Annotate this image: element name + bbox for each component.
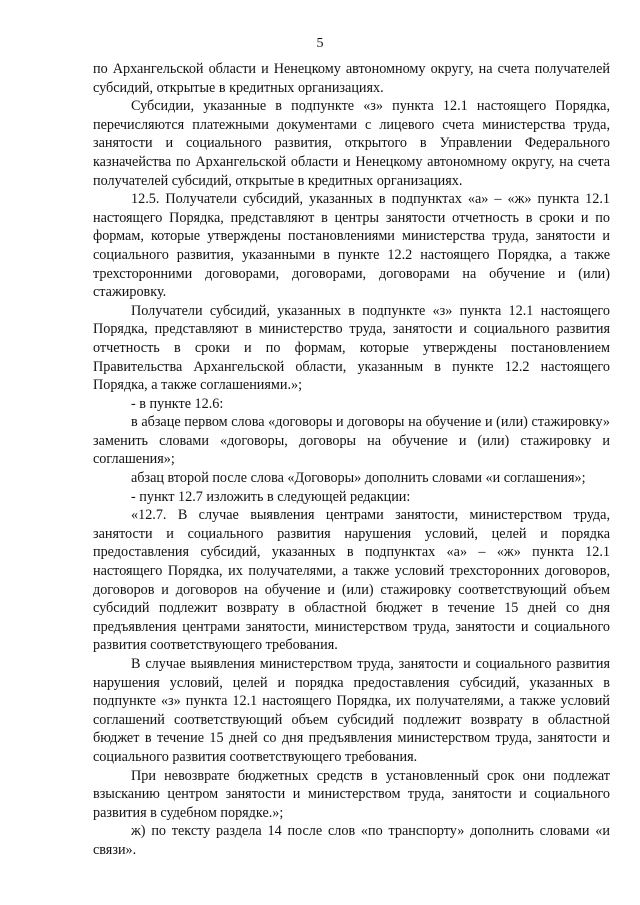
- paragraph: При невозврате бюджетных средств в установленный срок они подлежат взысканию центром занятости и министерством труда, занятости и социального развития в судебном порядке.»;: [93, 767, 610, 821]
- paragraph: Субсидии, указанные в подпункте «з» пункта 12.1 настоящего Порядка, перечисляются платежными документами с лицевого счета министерства труда, занятости и социального развития, открытого в Управлении Федерального казначейства по Архангельской области и Ненецкому автономному округу, на счета получателей субсидий, открытые в кредитных организациях.: [93, 98, 610, 189]
- paragraph: 12.5. Получатели субсидий, указанных в подпунктах «а» – «ж» пункта 12.1 настоящего Порядка, представляют в центры занятости отчетность в сроки и по формам, которые утверждены постановлениями министерства труда, занятости и социального развития, указанными в пункте 12.2 настоящего Порядка, а также трехсторонними договорами, договорами, договорами на обучение и (или) стажировку.: [93, 191, 610, 301]
- paragraph: «12.7. В случае выявления центрами занятости, министерством труда, занятости и социального развития нарушения условий, целей и порядка предоставления субсидий, указанных в подпунктах «а» – «ж» пункта 12.1 настоящего Порядка, их получателями, а также условий трехсторонних договоров, договоров и договоров на обучение и (или) стажировку соответствующий объем субсидий подлежит возврату в областной бюджет в течение 15 дней со дня предъявления центрами занятости, министерством труда, занятости и социального развития соответствующего требования.: [93, 507, 610, 654]
- paragraph: абзац второй после слова «Договоры» дополнить словами «и соглашения»;: [131, 470, 586, 487]
- page-number: 5: [316, 36, 324, 51]
- document-body: [93, 60, 610, 860]
- paragraph: В случае выявления министерством труда, занятости и социального развития нарушения условий, целей и порядка предоставления субсидий, указанных в подпункте «з» пункта 12.1 настоящего Порядка, их получателями, а также условий соглашений соответствующий объем субсидий подлежит возврату в областной бюджет в течение 15 дней со дня предъявления министерством труда, занятости и социального развития соответствующего требования.: [93, 656, 610, 765]
- paragraph: по Архангельской области и Ненецкому автономному округу, на счета получателей субсидий, открытые в кредитных организациях.: [93, 61, 610, 96]
- paragraph: - в пункте 12.6:: [131, 395, 224, 412]
- paragraph: в абзаце первом слова «договоры и договоры на обучение и (или) стажировку» заменить словами «договоры, договоры на обучение и (или) стажировку и соглашения»;: [93, 414, 610, 468]
- paragraph: Получатели субсидий, указанных в подпункте «з» пункта 12.1 настоящего Порядка, представляют в министерство труда, занятости и социального развития отчетность в сроки и по формам, которые утверждены постановлением Правительства Архангельской области, указанным в пункте 12.2 настоящего Порядка, а также соглашениями.»;: [93, 302, 610, 394]
- paragraph: - пункт 12.7 изложить в следующей редакции:: [131, 488, 411, 505]
- paragraph: ж) по тексту раздела 14 после слов «по транспорту» дополнить словами «и связи».: [93, 823, 610, 858]
